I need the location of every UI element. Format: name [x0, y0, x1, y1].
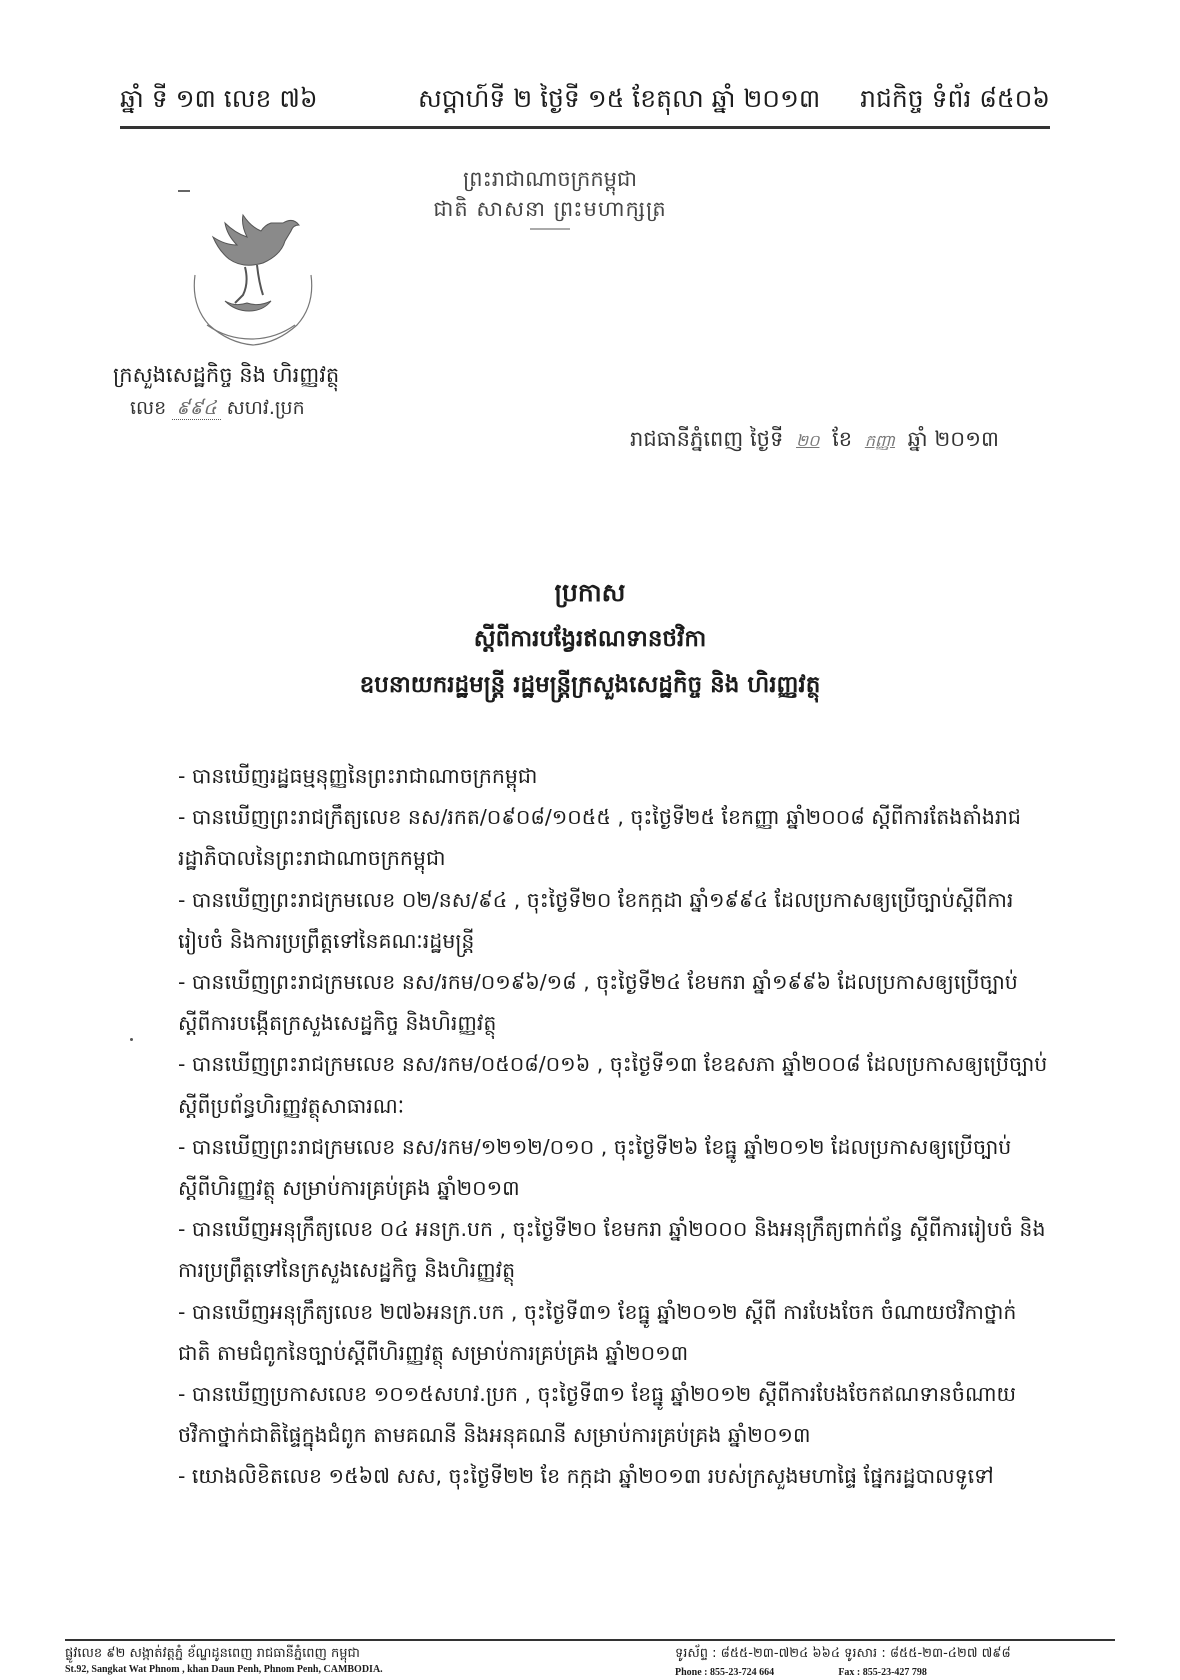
- footer-contact: [675, 1645, 1011, 1679]
- ref-handwritten-number: ៩៩៤: [172, 397, 220, 420]
- preamble-clauses: [178, 756, 1048, 1498]
- dateline-month: កញ្ញា: [864, 431, 895, 450]
- ministry-emblem-icon: [185, 205, 315, 355]
- kingdom-name: ព្រះរាជាណាចក្រកម្ពុជា: [462, 167, 637, 191]
- clause: - បានឃើញព្រះរាជក្រមលេខ នស/រកម/១២១២/០១០ , ចុះថ្ងៃទី២៦ ខែធ្នូ ឆ្នាំ២០១២ ដែលប្រកាសឲ្យប្រើច្បាប់ស្តីពីហិរញ្ញវត្ថុ សម្រាប់ការគ្រប់គ្រង ឆ្នាំ២០១៣: [178, 1134, 1012, 1201]
- page-footer: [65, 1645, 1115, 1680]
- kingdom-heading: [400, 164, 700, 230]
- address-english: St.92, Sangkat Wat Phnom , khan Daun Penh, Phnom Penh, CAMBODIA.: [65, 1664, 383, 1675]
- clause: - យោងលិខិតលេខ ១៥៦៧ សស, ចុះថ្ងៃទី២២ ខែ កក្កដា ឆ្នាំ២០១៣ របស់ក្រសួងមហាផ្ទៃ ផ្នែករដ្ឋបាលទូទៅ: [178, 1464, 994, 1489]
- gazette-year-issue: ឆ្នាំ ទី ១៣ លេខ ៧៦: [120, 84, 318, 113]
- scan-speck: [130, 1038, 133, 1041]
- footer-divider: [65, 1639, 1115, 1641]
- phone-english: Phone : 855-23-724 664: [675, 1667, 775, 1678]
- clause: - បានឃើញអនុក្រឹត្យលេខ ០៤ អនក្រ.បក , ចុះថ្ងៃទី២០ ខែមករា ឆ្នាំ២០០០ និងអនុក្រឹត្យពាក់ព័ន្ធ ស្តីពីការរៀបចំ និងការប្រព្រឹត្តទៅនៃក្រសួងសេដ្ឋកិច្ច និងហិរញ្ញវត្ថុ: [178, 1217, 1046, 1283]
- dateline-prefix: រាជធានីភ្នំពេញ ថ្ងៃទី: [630, 427, 784, 451]
- clause: - បានឃើញព្រះរាជក្រមលេខ ០២/នស/៩៤ , ចុះថ្ងៃទី២០ ខែកក្កដា ឆ្នាំ១៩៩៤ ដែលប្រកាសឲ្យប្រើច្បាប់ស្តីពីការរៀបចំ និងការប្រព្រឹត្តទៅនៃគណៈរដ្ឋមន្ត្រី: [178, 887, 1014, 953]
- ref-prefix: លេខ: [130, 397, 167, 419]
- fax-english: Fax : 855-23-427 798: [838, 1667, 927, 1678]
- margin-mark: [178, 190, 190, 192]
- clause: - បានឃើញប្រកាសលេខ ១០១៥សហវ.ប្រក , ចុះថ្ងៃទី៣១ ខែធ្នូ ឆ្នាំ២០១២ ស្តីពីការបែងចែកឥណទានចំណាយថវិកាថ្នាក់ជាតិផ្ទៃក្នុងជំពូក តាមគណនី និងអនុគណនី សម្រាប់ការគ្រប់គ្រង ឆ្នាំ២០១៣: [178, 1382, 1016, 1448]
- clause: - បានឃើញព្រះរាជក្រឹត្យលេខ នស/រកត/០៩០៨/១០៥៥ , ចុះថ្ងៃទី២៥ ខែកញ្ញា ឆ្នាំ២០០៨ ស្តីពីការតែងតាំងរាជរដ្ឋាភិបាលនៃព្រះរាជាណាចក្រកម្ពុជា: [178, 805, 1021, 871]
- dateline-day: ២០: [796, 431, 820, 450]
- clause: - បានឃើញអនុក្រឹត្យលេខ ២៧៦អនក្រ.បក , ចុះថ្ងៃទី៣១ ខែធ្នូ ឆ្នាំ២០១២ ស្តីពី ការបែងចែក ចំណាយថវិកាថ្នាក់ជាតិ តាមជំពូកនៃច្បាប់ស្តីពីហិរញ្ញវត្ថុ សម្រាប់ការគ្រប់គ្រង ឆ្នាំ២០១៣: [178, 1299, 1017, 1365]
- motto-ornament: [530, 228, 570, 230]
- footer-address: [65, 1645, 383, 1675]
- contact-khmer: ទូរស័ព្ទ : ៨៥៥-២៣-៧២៤ ៦៦៤ ទូរសារ : ៨៥៥-២៣-៤២៧ ៧៩៨: [675, 1646, 1011, 1661]
- ministry-name: ក្រសួងសេដ្ឋកិច្ច និង ហិរញ្ញវត្ថុ: [113, 363, 340, 387]
- document-type-title: ប្រកាស: [554, 578, 626, 607]
- ref-suffix: សហវ.ប្រក: [226, 397, 305, 419]
- gazette-header: [120, 84, 1050, 124]
- clause: - បានឃើញព្រះរាជក្រមលេខ នស/រកម/០៥០៨/០១៦ , ចុះថ្ងៃទី១៣ ខែឧសភា ឆ្នាំ២០០៨ ដែលប្រកាសឲ្យប្រើច្បាប់ស្តីពីប្រព័ន្ធហិរញ្ញវត្ថុសាធារណៈ: [178, 1052, 1048, 1118]
- national-motto: ជាតិ សាសនា ព្រះមហាក្សត្រ: [433, 197, 667, 221]
- reference-number: [130, 396, 305, 424]
- document-titles: [0, 570, 1180, 708]
- issue-dateline: [630, 426, 999, 457]
- address-khmer: ផ្លូវលេខ ៩២ សង្កាត់វត្តភ្នំ ខ័ណ្ឌដូនពេញ រាជធានីភ្នំពេញ កម្ពុជា: [65, 1646, 360, 1661]
- dateline-year: ឆ្នាំ ២០១៣: [907, 427, 999, 451]
- document-subject-title: ស្តីពីការបង្វែរឥណទានថវិកា: [473, 626, 707, 652]
- issuing-authority-title: ឧបនាយករដ្ឋមន្ត្រី រដ្ឋមន្ត្រីក្រសួងសេដ្ឋកិច្ច និង ហិរញ្ញវត្ថុ: [359, 672, 821, 698]
- header-divider: [120, 126, 1050, 129]
- gazette-week-date: សប្តាហ៍ទី ២ ថ្ងៃទី ១៥ ខែតុលា ឆ្នាំ ២០១៣: [418, 84, 821, 113]
- gazette-page-number: រាជកិច្ច ទំព័រ ៨៥០៦: [860, 84, 1050, 113]
- clause: - បានឃើញរដ្ឋធម្មនុញ្ញនៃព្រះរាជាណាចក្រកម្ពុជា: [178, 764, 538, 788]
- dateline-month-label: ខែ: [832, 427, 853, 451]
- clause: - បានឃើញព្រះរាជក្រមលេខ នស/រកម/០១៩៦/១៨ , ចុះថ្ងៃទី២៤ ខែមករា ឆ្នាំ១៩៩៦ ដែលប្រកាសឲ្យប្រើច្បាប់ស្តីពីការបង្កើតក្រសួងសេដ្ឋកិច្ច និងហិរញ្ញវត្ថុ: [178, 970, 1018, 1036]
